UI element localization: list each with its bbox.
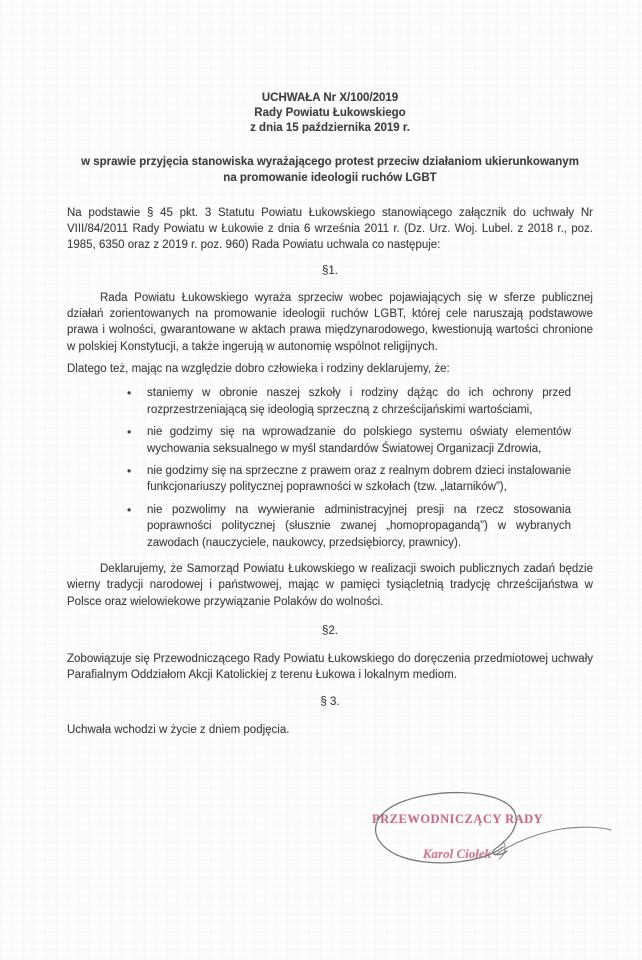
document-title [67,0,593,137]
section-2-heading: §2. [322,624,338,637]
chairman-stamp-title: PRZEWODNICZĄCY RADY [372,812,544,826]
bullet-item: • staniemy w obronie naszej szkoły i rodziny dążąc do ich ochrony przed rozprzestrzeniającą się ideologią sprzeczną z chrześcijańskimi wartościami, [147,385,571,418]
section-1-closing-paragraph: Deklarujemy, że Samorząd Powiatu Łukowskiego w realizacji swoich publicznych zadań będzie wierny tradycji narodowej i państwowej, mając w pamięci tysiącletnią tradycję chrześcijaństwa w Polsce oraz wielowiekowe przywiązanie Polaków do wolności. [67,562,593,608]
section-2-paragraph: Zobowiązuje się Przewodniczącego Rady Powiatu Łukowskiego do doręczenia przedmiotowej uchwały Parafialnym Oddziałom Akcji Katolickiej z terenu Łukowa i lokalnym mediom. [67,653,593,682]
legal-basis-paragraph: Na podstawie § 45 pkt. 3 Statutu Powiatu Łukowskiego stanowiącego załącznik do uchwały Nr VIII/84/2011 Rady Powiatu w Łukowie z dnia 6 września 2011 r. (Dz. Urz. Woj. Lubel. z 2018 r., poz. 1985, 6350 oraz z 2019 r. poz. 960) Rada Powiatu uchwala co następuje: [67,206,593,252]
title-line-date: z dnia 15 października 2019 r. [250,122,410,135]
bullet-item: • nie godzimy się na sprzeczne z prawem oraz z realnym dobrem dzieci instalowanie funkcjonariuszy politycznej poprawności w szkołach (tzw. „latarników”), [147,463,571,496]
handwritten-signature-scribble [355,785,615,885]
section-1-paragraph: Rada Powiatu Łukowskiego wyraża sprzeciw wobec pojawiających się w sferze publicznej działań zorientowanych na promowanie ideologii ruchów LGBT, której cele naruszają podstawowe prawa i wolności, gwarantowane w aktach prawa międzynarodowego, kwestionują wartości chronione w polskiej Konstytucji, a także ingerują w autonomię wspólnot religijnych. [67,291,593,353]
bullet-item: • nie pozwolimy na wywieranie administracyjnej presji na rzecz stosowania poprawności politycznej (słusznie zwanej „homopropagandą”) w wybranych zawodach (nauczyciele, naukowcy, przedsiębiorcy, prawnicy). [147,502,571,551]
declaration-bullet-list [67,385,593,551]
title-line-number: UCHWAŁA Nr X/100/2019 [261,92,399,104]
title-line-council: Rady Powiatu Łukowskiego [254,107,406,120]
document-body [67,0,593,738]
section-3-heading: § 3. [320,695,340,708]
chairman-stamp-name: Karol Ciołek [422,846,492,861]
declaration-intro: Dlatego też, mając na względzie dobro człowieka i rodziny deklarujemy, że: [67,362,450,375]
section-3-paragraph: Uchwała wchodzi w życie z dniem podjęcia. [67,724,290,737]
document-subject: w sprawie przyjęcia stanowiska wyrażającego protest przeciw działaniom ukierunkowanym na promowanie ideologii ruchów LGBT [81,155,579,184]
section-1-heading: §1. [322,264,338,277]
bullet-item: • nie godzimy się na wprowadzanie do polskiego systemu oświaty elementów wychowania seksualnego w myśl standardów Światowej Organizacji Zdrowia, [147,424,571,457]
